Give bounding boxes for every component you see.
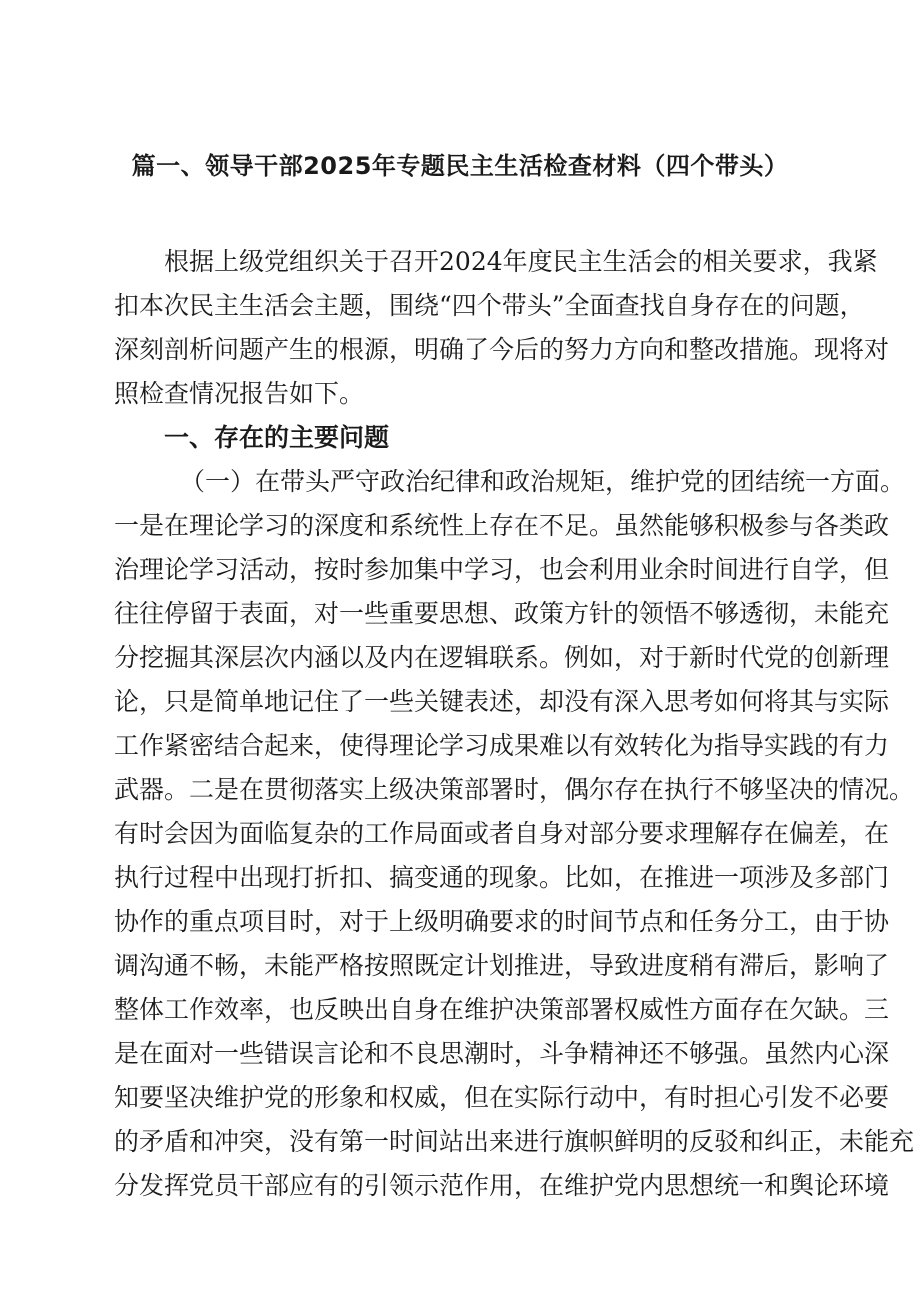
body-line: 整体工作效率，也反映出自身在维护决策部署权威性方面存在欠缺。三 [114,995,890,1024]
intro-line: 根据上级党组织关于召开2024年度民主生活会的相关要求，我紧 [164,247,878,276]
body-line: 的矛盾和冲突，没有第一时间站出来进行旗帜鲜明的反驳和纠正，未能充 [114,1127,915,1156]
body-line: 往往停留于表面，对一些重要思想、政策方针的领悟不够透彻，未能充 [114,599,890,628]
body-line: 工作紧密结合起来，使得理论学习成果难以有效转化为指导实践的有力 [114,731,890,760]
body-line: 一是在理论学习的深度和系统性上存在不足。虽然能够积极参与各类政 [114,511,890,540]
body-line: 有时会因为面临复杂的工作局面或者自身对部分要求理解存在偏差，在 [114,819,890,848]
body-line: 执行过程中出现打折扣、搞变通的现象。比如，在推进一项涉及多部门 [114,863,890,892]
intro-line: 照检查情况报告如下。 [114,379,365,408]
section-heading: 一、存在的主要问题 [164,423,390,452]
body-line: 分挖掘其深层次内涵以及内在逻辑联系。例如，对于新时代党的创新理 [114,643,890,672]
body-line: 是在面对一些错误言论和不良思潮时，斗争精神还不够强。虽然内心深 [114,1039,890,1068]
body-line: 调沟通不畅，未能严格按照既定计划推进，导致进度稍有滞后，影响了 [114,951,890,980]
body-line: 论，只是简单地记住了一些关键表述，却没有深入思考如何将其与实际 [114,687,890,716]
subsection-heading: （一）在带头严守政治纪律和政治规矩，维护党的团结统一方面。 [180,467,906,496]
body-line: 知要坚决维护党的形象和权威，但在实际行动中，有时担心引发不必要 [114,1083,890,1112]
body-line: 协作的重点项目时，对于上级明确要求的时间节点和任务分工，由于协 [114,907,890,936]
body-line: 武器。二是在贯彻落实上级决策部署时，偶尔存在执行不够坚决的情况。 [114,775,915,804]
intro-line: 扣本次民主生活会主题，围绕“四个带头”全面查找自身存在的问题， [114,291,865,320]
intro-line: 深刻剖析问题产生的根源，明确了今后的努力方向和整改措施。现将对 [114,335,890,364]
document-title: 篇一、领导干部2025年专题民主生活检查材料（四个带头） [131,152,789,180]
body-line: 治理论学习活动，按时参加集中学习，也会利用业余时间进行自学，但 [114,555,890,584]
body-line: 分发挥党员干部应有的引领示范作用，在维护党内思想统一和舆论环境 [114,1171,890,1200]
